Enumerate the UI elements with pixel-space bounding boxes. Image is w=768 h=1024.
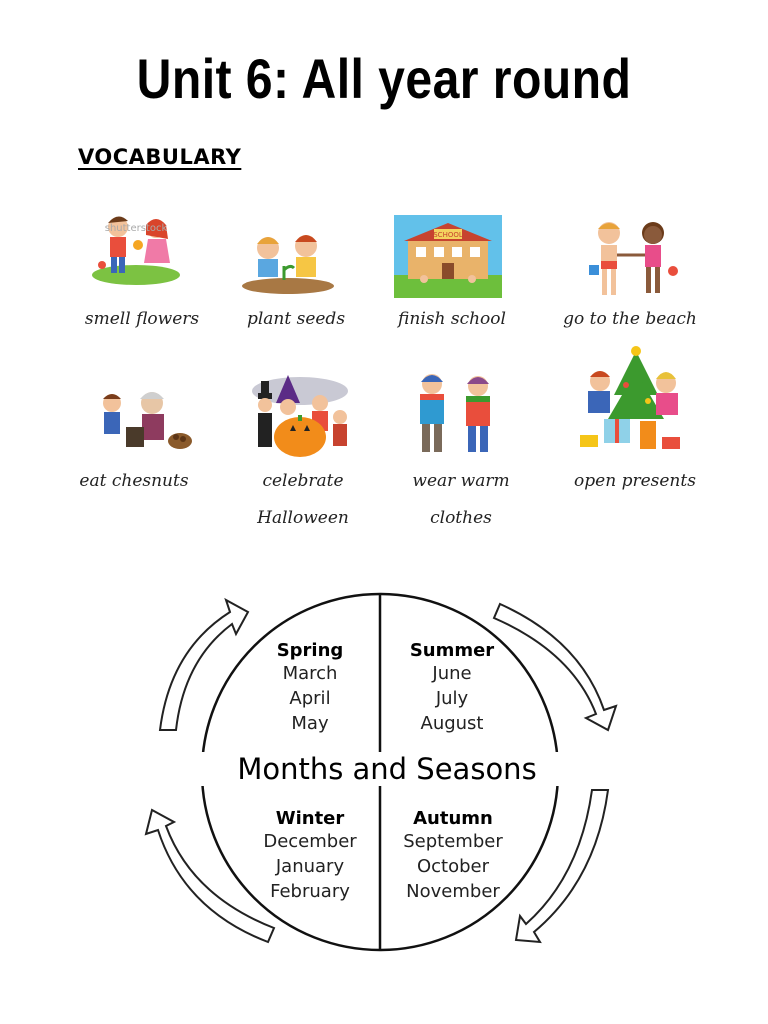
vocab-label-eat-chesnuts: eat chesnuts — [79, 471, 189, 491]
school-sign-text: SCHOOL — [433, 231, 463, 239]
vocab-image-smell-flowers — [88, 205, 184, 297]
vocab-label-wear-warm: wear warm — [412, 471, 510, 491]
vocab-image-open-presents — [574, 345, 686, 460]
month-january: January — [275, 856, 345, 877]
vocab-image-eat-chesnuts — [88, 383, 196, 455]
season-spring — [250, 640, 370, 736]
vocab-label-finish-school: finish school — [398, 309, 506, 329]
vocab-label-open-presents: open presents — [574, 471, 696, 491]
diagram-title: Months and Seasons — [200, 752, 574, 786]
season-autumn — [388, 808, 518, 904]
vocab-label-clothes: clothes — [430, 508, 492, 528]
season-name-spring: Spring — [276, 640, 344, 661]
season-winter — [248, 808, 372, 904]
month-july: July — [435, 688, 469, 709]
month-june: June — [432, 663, 472, 684]
vocab-image-celebrate-halloween — [248, 373, 352, 461]
vocab-label-go-to-the-beach: go to the beach — [563, 309, 697, 329]
season-name-autumn: Autumn — [413, 808, 493, 829]
vocab-label-halloween: Halloween — [257, 508, 349, 528]
month-april: April — [289, 688, 331, 709]
cycle-arrow-icon — [160, 600, 248, 730]
month-march: March — [282, 663, 338, 684]
season-name-winter: Winter — [275, 808, 345, 829]
month-september: September — [403, 831, 503, 852]
month-december: December — [263, 831, 357, 852]
vocab-label-plant-seeds: plant seeds — [246, 309, 346, 329]
watermark-text: shutterstock — [104, 223, 168, 234]
vocab-image-go-to-the-beach — [583, 215, 683, 301]
month-may: May — [291, 713, 329, 734]
month-november: November — [406, 881, 500, 902]
vocab-label-celebrate: celebrate — [262, 471, 344, 491]
month-october: October — [416, 856, 490, 877]
vocabulary-heading: VOCABULARY — [78, 145, 242, 169]
vocab-image-finish-school — [394, 215, 502, 298]
month-august: August — [420, 713, 484, 734]
season-name-summer: Summer — [409, 640, 495, 661]
page-title: Unit 6: All year round — [136, 47, 632, 110]
season-summer — [392, 640, 512, 736]
cycle-arrow-icon — [494, 604, 616, 730]
month-february: February — [270, 881, 350, 902]
vocab-image-plant-seeds — [238, 220, 338, 296]
vocab-image-wear-warm-clothes — [406, 368, 504, 460]
vocab-label-smell-flowers: smell flowers — [84, 309, 200, 329]
